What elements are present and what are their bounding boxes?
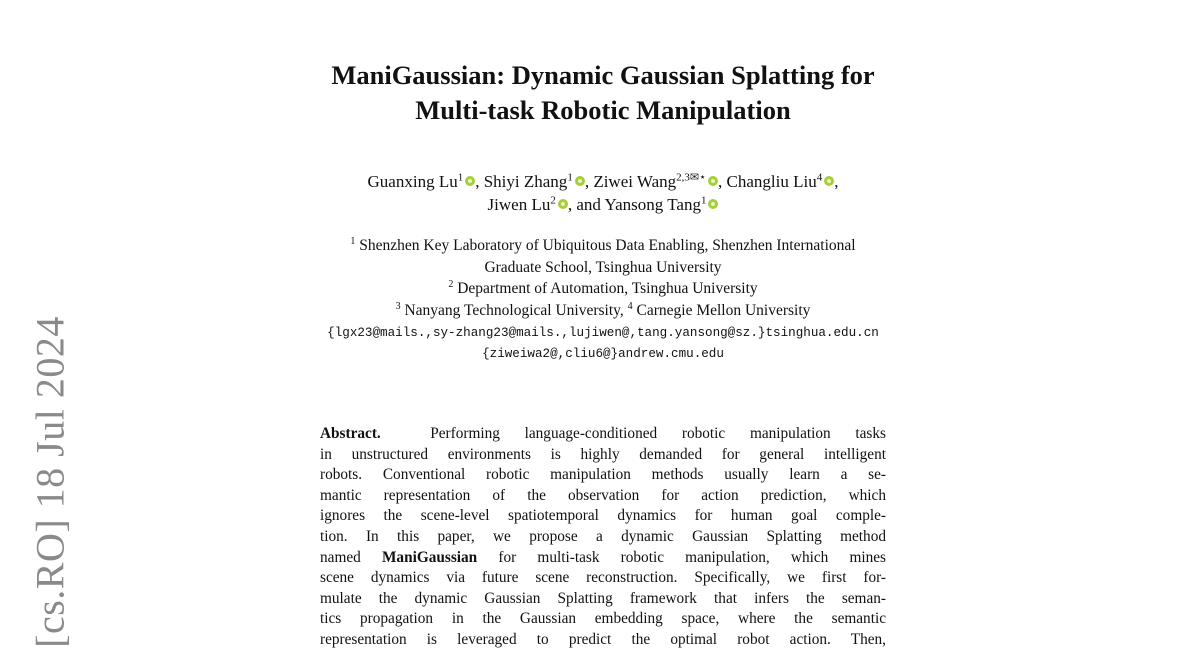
abstract-line: mulate the dynamic Gaussian Splatting framework that infers the seman- [320, 589, 886, 607]
author-list [0, 170, 1200, 216]
affil-text: Department of Automation, Tsinghua University [457, 280, 758, 297]
separator-and: and [576, 195, 601, 214]
author-affil-sup: 1 [700, 194, 707, 207]
affil-sup: 2 [448, 278, 454, 290]
abstract [320, 424, 886, 651]
affil-text: Carnegie Mellon University [636, 301, 811, 319]
abstract-line: robots. Conventional robotic manipulation methods usually learn a se- [320, 466, 886, 484]
arxiv-watermark: [cs.RO] 18 Jul 2024 [27, 316, 73, 648]
separator: , [584, 172, 590, 191]
title-line-2: Multi-task Robotic Manipulation [415, 95, 791, 125]
abstract-text: for multi-task robotic manipulation, which mines [498, 548, 887, 566]
affiliation-3-4 [0, 300, 1200, 322]
abstract-line: ignores the scene-level spatiotemporal dynamics for human goal comple- [320, 507, 886, 525]
author-name: Guanxing Lu [367, 172, 458, 191]
title-line-1: ManiGaussian: Dynamic Gaussian Splatting for [331, 60, 875, 90]
abstract-line: representation is leveraged to predict the optimal robot action. Then, [320, 630, 886, 648]
author-affil-sup: 1 [567, 171, 573, 184]
author-name: Yansong Tang [604, 195, 701, 214]
author-line-2 [0, 193, 1200, 216]
affil-sup: 4 [627, 300, 633, 312]
affiliation-1-line-2: Graduate School, Tsinghua University [484, 258, 722, 276]
affil-sup: 3 [395, 300, 401, 312]
orcid-icon[interactable] [824, 176, 834, 186]
affiliation-2 [0, 278, 1200, 300]
affil-text: Nanyang Technological University, [404, 301, 624, 319]
email-line-1[interactable]: {lgx23@mails.,sy-zhang23@mails.,lujiwen@,tang.yansong@sz.}tsinghua.edu.cn [327, 326, 879, 340]
abstract-label: Abstract. [320, 425, 381, 442]
abstract-text: named [320, 548, 361, 566]
author-name: Jiwen Lu [487, 195, 551, 214]
email-block [0, 323, 1200, 365]
affiliations [0, 235, 1200, 321]
abstract-line: in unstructured environments is highly demanded for general intelligent [320, 445, 886, 463]
author-name: Shiyi Zhang [483, 172, 568, 191]
abstract-line: mantic representation of the observation for action prediction, which [320, 486, 886, 504]
affiliation-1-line-1 [0, 235, 1200, 257]
orcid-icon[interactable] [708, 176, 718, 186]
orcid-icon[interactable] [558, 199, 568, 209]
affil-text: Shenzhen Key Laboratory of Ubiquitous Data Enabling, Shenzhen International [359, 237, 856, 254]
abstract-line [320, 548, 886, 569]
method-name: ManiGaussian [381, 548, 478, 566]
separator: , [718, 172, 723, 191]
abstract-line: tics propagation in the Gaussian embedding space, where the semantic [320, 610, 886, 628]
author-affil-sup: 1 [457, 171, 464, 184]
affil-sup: 1 [350, 235, 356, 247]
orcid-icon[interactable] [575, 176, 585, 186]
orcid-icon[interactable] [708, 199, 718, 209]
abstract-line: scene dynamics via future scene reconstruction. Specifically, we first for- [320, 569, 886, 587]
separator: , [475, 172, 480, 191]
email-line-2[interactable]: {ziweiwa2@,cliu6@}andrew.cmu.edu [482, 347, 724, 361]
author-line-1 [0, 170, 1200, 193]
orcid-icon[interactable] [465, 176, 475, 186]
author-name: Changliu Liu [726, 172, 817, 191]
author-name: Ziwei Wang [593, 172, 677, 191]
author-affil-sup: 2,3✉⋆ [676, 171, 706, 184]
separator: , [834, 172, 839, 191]
author-affil-sup: 4 [816, 171, 823, 184]
separator: , [567, 195, 573, 214]
paper-title [0, 58, 1200, 128]
abstract-line: tion. In this paper, we propose a dynamic Gaussian Splatting method [320, 527, 886, 545]
author-affil-sup: 2 [550, 194, 556, 207]
abstract-line [320, 424, 886, 445]
abstract-text: Performing language-conditioned robotic manipulation tasks [430, 425, 886, 442]
